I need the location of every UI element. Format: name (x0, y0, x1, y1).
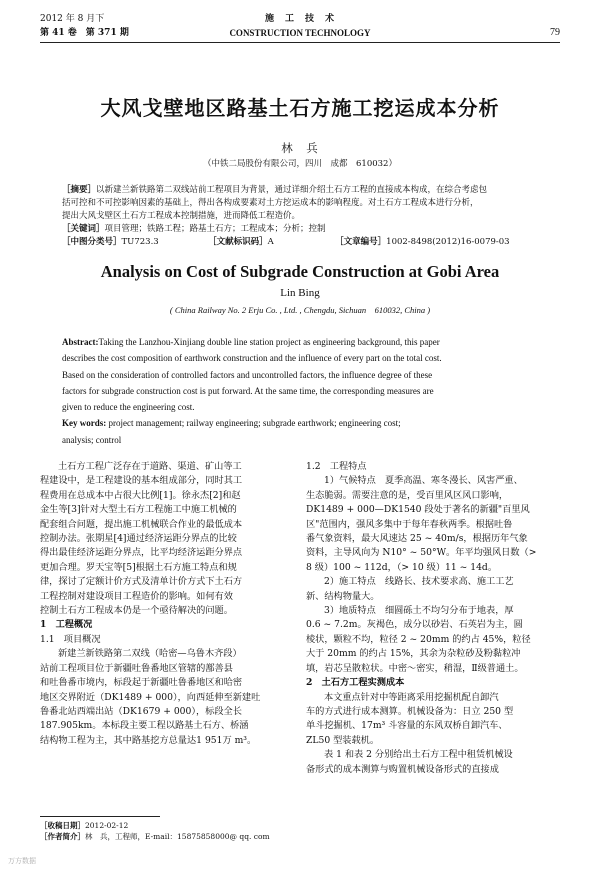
header-date: 2012 年 8 月下 (40, 14, 105, 24)
left_column-line: 控制办法。张期星[4]通过经济运距分界点的比较 (40, 533, 237, 545)
right_column-line: 1.2 工程特点 (306, 461, 367, 472)
author-cn: 林 兵 (281, 141, 319, 155)
keywords-cn: ［关键词］项目管理；铁路工程；路基土石方；工程成本；分析；控制 (62, 224, 326, 234)
left_column-line: 站前工程项目位于新疆吐鲁番地区管辖的鄯善县 (40, 662, 233, 674)
left_column-line: 鲁番北站西端出站（DK1679 + 000），标段全长 (40, 705, 242, 717)
abstract-en (62, 334, 548, 448)
left_column-line: 187.905km。本标段主要工程以路基土石方、桥涵 (40, 720, 249, 732)
right_column-line: 表 1 和表 2 分别给出土石方工程中租赁机械设 (324, 749, 513, 761)
page-number: 79 (550, 27, 560, 38)
left_column-line: 结构物工程为主，其中路基挖方总量达1 951万 m³。 (40, 734, 257, 746)
affiliation-en: ( China Railway No. 2 Erju Co. , Ltd. , Chengdu, Sichuan 610032, China ) (169, 305, 431, 315)
right_column-line: 棱状，颗粒不均，粒径 2 ~ 20mm 的约占 45%，粒径 (306, 633, 531, 645)
right_column-line: 3）地质特点 细圆砾土不均匀分布于地表，厚 (324, 605, 514, 617)
left_column-line: 程费用在总成本中占很大比例[1]。徐永杰[2]和赵 (40, 489, 241, 501)
left_column-line: 新建兰新铁路第二双线（哈密—乌鲁木齐段） (58, 648, 242, 660)
left_column-line: 金生等[3]针对大型土石方工程施工中施工机械的 (40, 504, 237, 516)
title-en: Analysis on Cost of Subgrade Construction at Gobi Area (100, 262, 500, 281)
abstract-en-line-2: describes the cost composition of earthwork construction and the influence of every part on the total cost. (62, 353, 442, 364)
keywords-en: Key words: project management; railway engineering; subgrade earthwork; engineering cost; (62, 418, 401, 429)
keywords-cn-label: ［关键词］ (62, 224, 105, 234)
abstract-cn-label: ［摘要］ (62, 185, 97, 195)
right_column-line: 8 级）100 ~ 112d，（> 10 级）11 ~ 14d。 (306, 561, 498, 573)
author-en: Lin Bing (280, 287, 320, 299)
abstract-cn-line-3: 提出大风戈壁区土石方工程成本控制措施，进而降低工程造价。 (62, 211, 301, 221)
right_column-line: 资料，主导风向为 N10° ~ 50°W。年平均强风日数（> (306, 547, 537, 559)
footnote (40, 820, 296, 842)
left_column-line: 律，探讨了定额计价方式及清单计价方式下土石方 (40, 576, 243, 588)
keywords-en-line-2: analysis; control (62, 434, 122, 445)
left_column-line: 和吐鲁番市境内，标段起于新疆吐鲁番地区和哈密 (40, 677, 243, 689)
left_column-line: 地区交界附近（DK1489 + 000），向西延伸至新建吐 (40, 691, 261, 703)
body-right-column (306, 460, 562, 777)
right_column-line: 新、结构物量大。 (306, 590, 380, 602)
abstract-en-line-3: Based on the consideration of controlled factors and uncontrolled factors, the influence degree of these (62, 369, 433, 380)
right_column-line: 车的方式进行成本测算。机械设备为：日立 250 型 (306, 705, 514, 717)
right_column-line: 2）施工特点 线路长、技术要求高、施工工艺 (324, 576, 514, 588)
footnote-rule (40, 816, 160, 817)
right_column-line: 2 土石方工程实测成本 (306, 677, 405, 689)
right_column-line: 单斗挖掘机、17m³ 斗容量的东风双桥自卸汽车、 (306, 720, 508, 732)
abstract-en-line-1: Abstract:Taking the Lanzhou-Xinjiang double line station project as engineering background, this paper (62, 337, 440, 347)
right_column-line: 区"范围内，强风多集中于每年春秋两季。根据吐鲁 (306, 518, 513, 530)
abstract-cn-line-2: 括可控和不可控影响因素的基础上，得出各构成要素对土方挖运成本的影响程度。对土石方工程成本进行分析， (62, 198, 479, 208)
right_column-line: 番气象资料，最大风速达 25 ~ 40m/s，根据历年气象 (306, 533, 528, 545)
left_column-line: 控制土石方工程成本仍是一个亟待解决的问题。 (40, 605, 233, 617)
abstract-cn-line-1: ［摘要］以新建兰新铁路第二双线站前工程项目为背景，通过详细介绍土石方工程的直接成本构成，在综合考虑包 (62, 185, 488, 195)
right_column-line: 0.6 ~ 7.2m。灰褐色，成分以砂岩、石英岩为主，圆 (306, 619, 523, 631)
affiliation-cn: （中铁二局股份有限公司，四川 成都 610032） (203, 159, 397, 169)
abstract-cn (62, 184, 548, 249)
right_column-line: 1）气候特点 夏季高温、寒冬漫长、风害严重、 (324, 475, 523, 487)
watermark: 万方数据 (8, 857, 36, 865)
right_column-line: 备形式的成本测算与购置机械设备形式的直接成 (306, 763, 499, 775)
header-volume: 第 41 卷 第 371 期 (40, 28, 129, 38)
right_column-line: DK1489 + 000—DK1540 段处于著名的新疆"百里风 (306, 504, 530, 516)
classification-line: ［中图分类号］TU723.3 ［文献标识码］A ［文章编号］1002-8498(2012)16-0079-03 (62, 237, 510, 247)
left_column-line: 程建设中，是工程建设的基本组成部分，同时其工 (40, 475, 243, 487)
body-left-column (40, 460, 296, 748)
right_column-line: 填，岩芯呈散粒状。中密～密实，稍湿，Ⅱ级普通土。 (306, 662, 524, 674)
right_column-line: 生态脆弱。需要注意的是，受百里风区风口影响， (306, 489, 509, 501)
abstract-en-line-4: factors for subgrade construction cost is put forward. At the same time, the corresponding measures are (62, 385, 434, 396)
title-cn: 大风戈壁地区路基土石方施工挖运成本分析 (100, 96, 500, 120)
left_column-line: 得出最佳经济运距分界点，比平均经济运距分界点 (40, 547, 243, 559)
left_column-line: 1 工程概况 (40, 619, 93, 631)
left_column-line: 土石方工程广泛存在于道路、渠道、矿山等工 (58, 461, 242, 472)
header-journal-en: CONSTRUCTION TECHNOLOGY (229, 28, 371, 38)
footnote-received: ［收稿日期］2012-02-12 (40, 821, 129, 830)
right_column-line: 大于 20mm 的约占 15%，其余为杂粒砂及粉黏粒冲 (306, 648, 521, 660)
abstract-en-line-5: given to reduce the engineering cost. (62, 402, 195, 413)
header-rule (40, 42, 560, 43)
left_column-line: 工程控制对建设项目工程造价的影响。如何有效 (40, 590, 233, 602)
footnote-author: ［作者简介］林 兵，工程师，E-mail：15875858000@ qq. com (40, 832, 270, 841)
left_column-line: 1.1 项目概况 (40, 633, 101, 645)
header-journal-cn: 施 工 技 术 (264, 14, 335, 24)
keywords-en-label: Key words: (62, 418, 107, 429)
right_column-line: 本文重点针对中等距离采用挖掘机配自卸汽 (324, 691, 499, 703)
abstract-en-label: Abstract: (62, 337, 99, 347)
left_column-line: 配套组合问题，提出施工机械联合作业的最低成本 (40, 518, 243, 530)
right_column-line: ZL50 型装载机。 (306, 734, 380, 746)
left_column-line: 更加合理。罗天宝等[5]根据土石方施工特点和规 (40, 561, 237, 573)
